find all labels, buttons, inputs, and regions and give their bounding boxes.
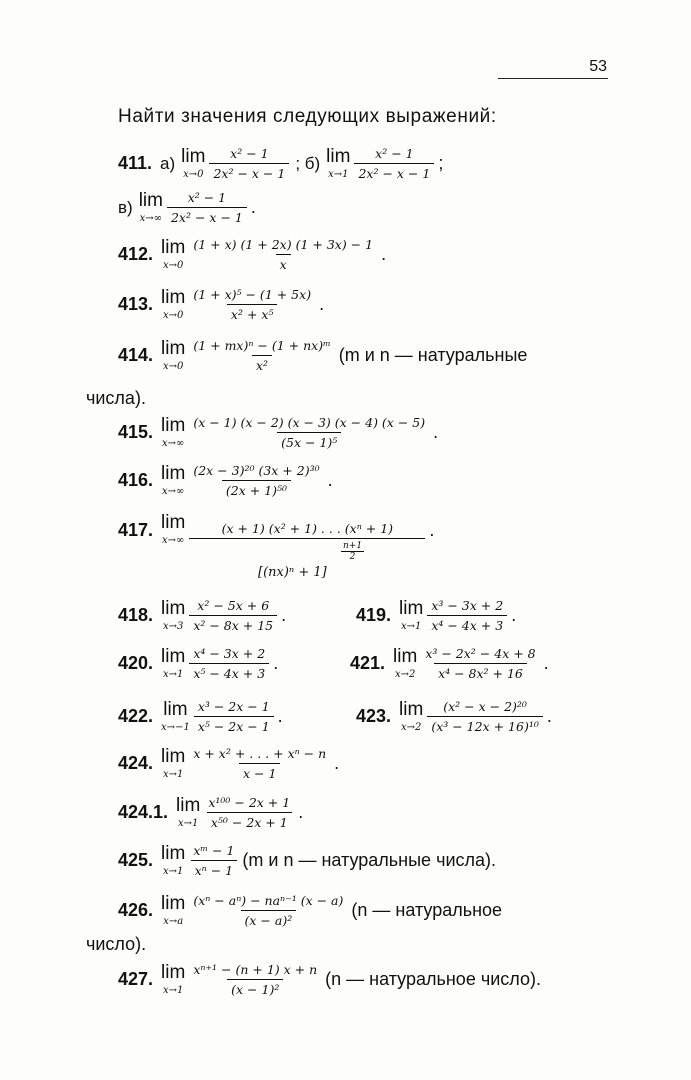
limit-operator: lim x→1 xyxy=(161,842,186,877)
fraction: $\frac{\text{xⁿ⁺¹ − (n + 1) x + n}}{\text{(x − 1)²}}$ xyxy=(193,962,318,997)
problem-note-continuation: число). xyxy=(86,934,147,954)
problem-note-continuation: числа). xyxy=(86,388,146,408)
problem-number: 424. xyxy=(118,753,154,773)
problem-424 xyxy=(118,746,339,781)
problem-number: 422. xyxy=(118,706,154,726)
punctuation: . xyxy=(381,244,387,264)
page-number: 53 xyxy=(589,58,607,75)
punctuation: . xyxy=(334,753,340,773)
problem-note: (m и n — натуральные xyxy=(338,345,528,365)
limit-operator: lim x→1 xyxy=(161,961,186,996)
punctuation: . xyxy=(543,653,549,673)
fraction: $\frac{(x - 1) (x - 2) (x - 3) (x - 4) (x - 5)}{\text{(5x − 1)⁵}}$ xyxy=(193,415,426,450)
fraction: (x + 1) (x² + 1) . . . (xⁿ + 1) xyxy=(189,521,425,539)
fraction: $\frac{\text{(xⁿ − aⁿ) − naⁿ⁻¹ (x − a)}}{\text{(x − a)²}}$ xyxy=(193,893,344,928)
limit-operator: lim x→∞ xyxy=(138,189,163,224)
fraction: $\frac{\text{x⁴ − 3x + 2}}{\text{x⁵ − 4x + 3}}$ xyxy=(189,646,269,681)
punctuation: . xyxy=(273,653,279,673)
problem-note: (m и n — натуральные числа). xyxy=(242,850,497,870)
problem-411-part-c xyxy=(118,190,256,225)
denominator: [(nx)ⁿ + 1] xyxy=(258,565,327,580)
fraction: $\frac{\text{(2x − 3)²⁰ (3x + 2)³⁰}}{\text{(2x + 1)⁵⁰}}$ xyxy=(193,463,320,498)
fraction: $\frac{\text{x² − 1}}{\text{2x² − x − 1}}$ xyxy=(167,190,247,225)
part-label: в) xyxy=(118,197,133,217)
punctuation: . xyxy=(250,197,256,217)
limit-operator: lim x→1 xyxy=(326,145,351,180)
fraction: $\frac{\text{x + x² + . . . + xⁿ − n}}{x - 1}$ xyxy=(193,746,327,781)
problem-number: 420. xyxy=(118,653,154,673)
limit-operator: lim x→−1 xyxy=(161,698,190,733)
limit-operator: lim x→0 xyxy=(181,145,206,180)
problem-413 xyxy=(118,287,324,322)
problem-number: 412. xyxy=(118,244,154,264)
problem-number: 423. xyxy=(356,706,392,726)
limit-operator: lim x→0 xyxy=(161,236,186,271)
problem-number: 418. xyxy=(118,605,154,625)
fraction: $\frac{\text{xᵐ − 1}}{\text{xⁿ − 1}}$ xyxy=(189,843,238,878)
problem-number: 417. xyxy=(118,519,154,540)
problem-419 xyxy=(356,598,516,633)
problem-number: 419. xyxy=(356,605,392,625)
fraction: $\frac{\text{(1 + x)⁵ − (1 + 5x)}}{\text{x² + x⁵}}$ xyxy=(193,287,312,322)
problem-number: 416. xyxy=(118,470,154,490)
punctuation: . xyxy=(511,605,517,625)
limit-operator: lim x→3 xyxy=(161,597,186,632)
fraction: $\frac{\text{x² − 5x + 6}}{\text{x² − 8x + 15}}$ xyxy=(189,598,277,633)
problem-number: 424.1. xyxy=(118,802,169,822)
punctuation: . xyxy=(319,294,325,314)
part-label: а) xyxy=(160,153,176,173)
limit-operator: lim x→∞ xyxy=(161,462,186,497)
punctuation: . xyxy=(298,802,304,822)
problem-417 xyxy=(118,513,434,547)
limit-operator: lim x→2 xyxy=(393,645,418,680)
limit-operator: lim x→0 xyxy=(161,337,186,372)
problem-423 xyxy=(356,699,552,734)
problem-415 xyxy=(118,415,438,450)
problem-422 xyxy=(118,699,283,734)
section-heading: Найти значения следующих выражений: xyxy=(118,106,497,127)
problem-425 xyxy=(118,843,496,878)
fraction: $\frac{(1 + x) (1 + 2x) (1 + 3x) - 1}{x}$ xyxy=(193,237,374,272)
punctuation: . xyxy=(546,706,552,726)
limit-operator: lim x→1 xyxy=(161,645,186,680)
problem-number: 415. xyxy=(118,422,154,442)
problem-426 xyxy=(118,893,502,928)
punctuation: . xyxy=(281,605,287,625)
problem-number: 421. xyxy=(350,653,386,673)
fraction: $\frac{\text{x³ − 2x − 1}}{\text{x⁵ − 2x − 1}}$ xyxy=(194,699,274,734)
problem-411 xyxy=(118,146,443,181)
problem-418 xyxy=(118,598,286,633)
part-label: ; б) xyxy=(295,153,321,173)
problem-number: 413. xyxy=(118,294,154,314)
punctuation: . xyxy=(327,470,333,490)
fraction: $\frac{\text{x³ − 3x + 2}}{\text{x⁴ − 4x + 3}}$ xyxy=(427,598,507,633)
problem-427 xyxy=(118,962,541,997)
problem-number: 414. xyxy=(118,345,154,365)
limit-operator: lim x→1 xyxy=(176,794,201,829)
punctuation: . xyxy=(429,519,435,540)
problem-number: 411. xyxy=(118,153,153,173)
fraction: $\frac{\text{x¹⁰⁰ − 2x + 1}}{\text{x⁵⁰ − 2x + 1}}$ xyxy=(208,795,291,830)
problem-424-1 xyxy=(118,795,303,830)
limit-operator: lim x→∞ xyxy=(161,414,186,449)
problem-note: (n — натуральное число). xyxy=(325,969,541,989)
fraction: $\frac{\text{(1 + mx)ⁿ − (1 + nx)ᵐ}}{\text{x²}}$ xyxy=(193,338,331,373)
exponent-fraction: n+1 2 xyxy=(343,541,363,562)
problem-number: 426. xyxy=(118,900,154,920)
fraction: $\frac{\text{x³ − 2x² − 4x + 8}}{\text{x⁴ − 8x² + 16}}$ xyxy=(425,646,536,681)
problem-420 xyxy=(118,646,278,681)
limit-operator: lim x→0 xyxy=(161,286,186,321)
problem-421 xyxy=(350,646,549,681)
fraction: $\frac{\text{(x² − x − 2)²⁰}}{\text{(x³ − 12x + 16)¹⁰}}$ xyxy=(427,699,543,734)
problem-note: (n — натуральное xyxy=(351,900,503,920)
limit-operator: lim x→∞ xyxy=(161,512,186,546)
problem-414 xyxy=(118,338,527,373)
problem-number: 427. xyxy=(118,969,154,989)
problem-number: 425. xyxy=(118,850,154,870)
fraction: $\frac{\text{x² − 1}}{\text{2x² − x − 1}}$ xyxy=(209,146,289,181)
punctuation: . xyxy=(277,706,283,726)
problem-412 xyxy=(118,237,386,272)
limit-operator: lim x→2 xyxy=(399,698,424,733)
punctuation: ; xyxy=(438,153,444,173)
limit-operator: lim x→1 xyxy=(161,745,186,780)
header-rule xyxy=(498,78,608,79)
fraction: $\frac{\text{x² − 1}}{\text{2x² − x − 1}}$ xyxy=(354,146,434,181)
limit-operator: lim x→1 xyxy=(399,597,424,632)
problem-416 xyxy=(118,463,333,498)
limit-operator: lim x→a xyxy=(161,892,186,927)
punctuation: . xyxy=(433,422,439,442)
